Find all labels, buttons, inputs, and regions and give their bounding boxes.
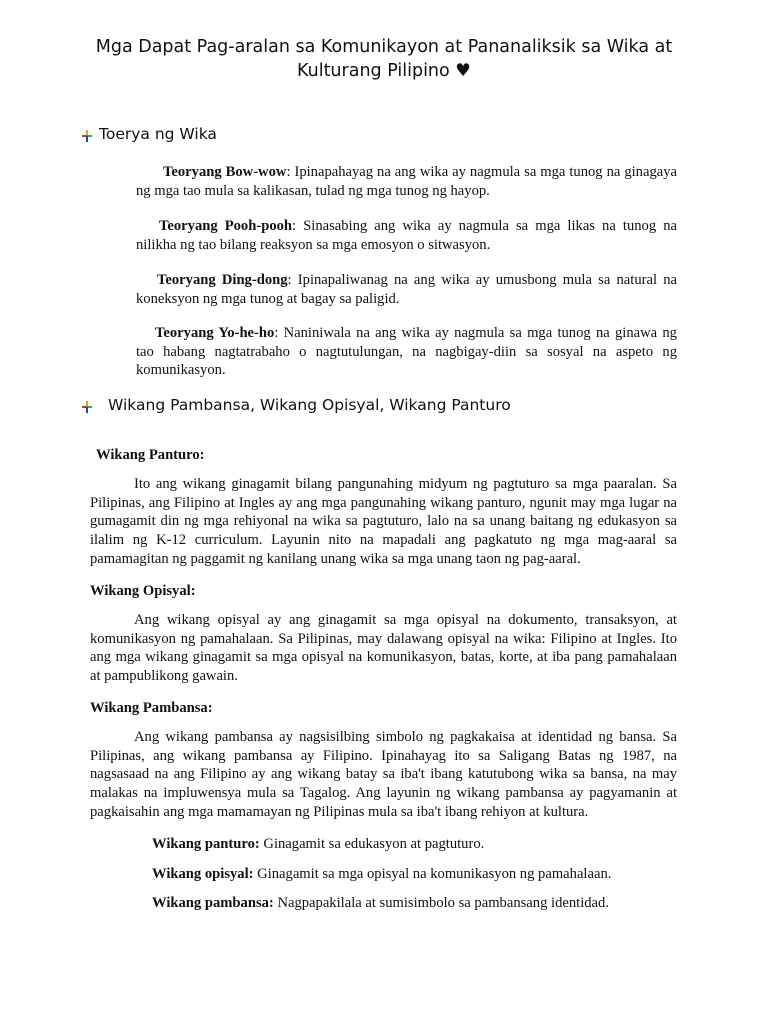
theory-text: : Sinasabing ang wika ay nagmula sa mga likas na tunog na nilikha ng tao bilang reaksyon sa mga emosyon o sitwasyon. (136, 218, 677, 253)
section-heading-teorya: Toerya ng Wika (99, 125, 217, 143)
summary-label: Wikang opisyal: (152, 866, 254, 882)
panturo-text: Ito ang wikang ginagamit bilang pangunahing midyum ng pagtuturo sa mga paaralan. Sa Pilipinas, ang Filipino at Ingles ay ang mga pangunahing wikang panturo, ngunit may mga lugar na gumagamit din ng mga rehiyonal na wika sa pagtuturo, lalo na sa unang baitang ng edukasyon sa ilalim ng K-12 curriculum. Layunin nito na mapadali ang pagkatuto ng mga mag-aaral sa pamamagitan ng paggamit ng kanilang unang wika sa mga unang taon ng pag-aaral. (90, 476, 677, 567)
summary-text: Nagpapakilala at sumisimbolo sa pambansang identidad. (273, 895, 609, 911)
theory-name: Teoryang Ding-dong (157, 272, 288, 288)
theory-name: Teoryang Pooh-pooh (159, 218, 293, 234)
summary-label: Wikang panturo: (152, 836, 260, 852)
theory-paragraph (136, 324, 677, 380)
bullet-icon (82, 130, 92, 142)
theory-paragraph (136, 271, 677, 308)
summary-text: Ginagamit sa edukasyon at pagtuturo. (259, 836, 485, 852)
theory-name: Teoryang Bow-wow (163, 164, 287, 180)
opisyal-heading: Wikang Opisyal: (90, 583, 196, 599)
summary-text: Ginagamit sa mga opisyal na komunikasyon ng pamahalaan. (253, 866, 612, 882)
theory-text: : Naniniwala na ang wika ay nagmula sa mga tunog na ginawa ng tao habang nagtatrabaho o nagtutulungan, na nagbigay-diin sa sosyal na aspeto ng komunikasyon. (136, 325, 677, 379)
theory-paragraph (136, 163, 677, 200)
pambansa-heading: Wikang Pambansa: (90, 700, 213, 716)
opisyal-text: Ang wikang opisyal ay ang ginagamit sa mga opisyal na dokumento, transaksyon, at komunikasyon ng pamahalaan. Sa Pilipinas, may dalawang opisyal na wika: Filipino at Ingles. Ito ang mga wikang ginagamit sa mga opisyal na komunikasyon, batas, korte, at iba pang pamahalaan at pampublikong gawain. (90, 612, 677, 685)
summary-label: Wikang pambansa: (152, 895, 274, 911)
section-heading-wika: Wikang Pambansa, Wikang Opisyal, Wikang Panturo (108, 396, 511, 414)
opisyal-paragraph (90, 611, 677, 686)
theory-text: : Ipinapahayag na ang wika ay nagmula sa mga tunog na ginagaya ng mga tao mula sa kalikasan, tulad ng mga tunog ng hayop. (136, 164, 677, 199)
panturo-paragraph (90, 475, 677, 569)
pambansa-text: Ang wikang pambansa ay nagsisilbing simbolo ng pagkakaisa at identidad ng bansa. Sa Pilipinas, ang wikang pambansa ay Filipino. Ipinahayag ito sa Saligang Batas ng 1987, na nagsasaad na ang Filipino ay ang wikang batay sa iba't ibang katutubong wika sa bansa, na may malakas na impluwensya mula sa Tagalog. Ang layunin ng wikang pambansa ay pagyamanin at pagkaisahin ang mga mamamayan ng Pilipinas mula sa iba't ibang rehiyon at kultura. (90, 729, 677, 820)
theory-name: Teoryang Yo-he-ho (155, 325, 275, 341)
summary-item (152, 894, 609, 913)
bullet-icon (82, 401, 92, 413)
summary-item (152, 865, 611, 884)
pambansa-paragraph (90, 728, 677, 822)
theory-text: : Ipinapaliwanag na ang wika ay umusbong mula sa natural na koneksyon ng mga tunog at bagay sa paligid. (136, 272, 677, 307)
panturo-heading: Wikang Panturo: (96, 447, 205, 463)
summary-item (152, 835, 484, 854)
document-title: Mga Dapat Pag-aralan sa Komunikayon at Pananaliksik sa Wika at Kulturang Pilipino ♥ (95, 37, 673, 81)
theory-paragraph (136, 217, 677, 254)
